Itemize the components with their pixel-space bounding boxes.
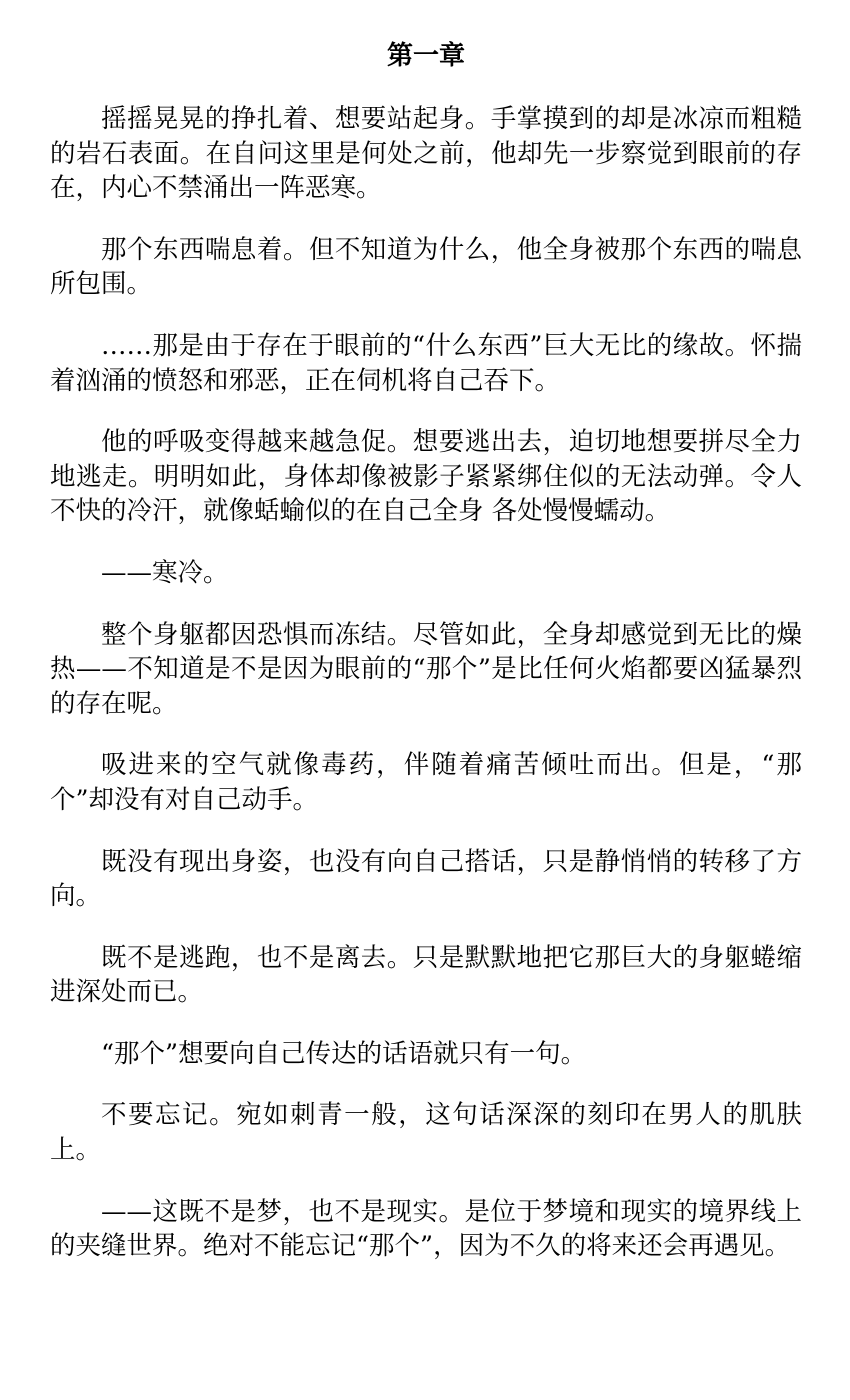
paragraph: 整个身躯都因恐惧而冻结。尽管如此，全身却感觉到无比的燥热——不知道是不是因为眼前的“那个”是比任何火焰都要凶猛暴烈的存在呢。: [50, 619, 802, 719]
chapter-title: 第一章: [386, 41, 465, 71]
paragraph: 既不是逃跑，也不是离去。只是默默地把它那巨大的身躯蜷缩进深处而已。: [50, 942, 802, 1008]
paragraph: ——寒冷。: [101, 557, 229, 588]
paragraph: 那个东西喘息着。但不知道为什么，他全身被那个东西的喘息所包围。: [50, 234, 802, 300]
paragraph: 摇摇晃晃的挣扎着、想要站起身。手掌摸到的却是冰凉而粗糙的岩石表面。在自问这里是何处之前，他却先一步察觉到眼前的存在，内心不禁涌出一阵恶寒。: [50, 104, 802, 204]
paragraph: ——这既不是梦，也不是现实。是位于梦境和现实的境界线上的夹缝世界。绝对不能忘记“那个”，因为不久的将来还会再遇见。: [50, 1196, 802, 1262]
paragraph: 他的呼吸变得越来越急促。想要逃出去，迫切地想要拼尽全力地逃走。明明如此，身体却像被影子紧紧绑住似的无法动弹。令人不快的冷汗，就像蛞蝓似的在自己全身 各处慢慢蠕动。: [50, 427, 802, 527]
paragraph: ……那是由于存在于眼前的“什么东西”巨大无比的缘故。怀揣着汹涌的愤怒和邪恶，正在伺机将自己吞下。: [50, 330, 802, 396]
chapter-body: [50, 102, 802, 1264]
document-page: [50, 0, 802, 1291]
paragraph: 既没有现出身姿，也没有向自己搭话，只是静悄悄的转移了方向。: [50, 846, 802, 912]
paragraph: 不要忘记。宛如刺青一般，这句话深深的刻印在男人的肌肤上。: [50, 1100, 802, 1166]
paragraph: 吸进来的空气就像毒药，伴随着痛苦倾吐而出。但是，“那个”却没有对自己动手。: [50, 750, 802, 815]
paragraph: “那个”想要向自己传达的话语就只有一句。: [101, 1038, 587, 1069]
